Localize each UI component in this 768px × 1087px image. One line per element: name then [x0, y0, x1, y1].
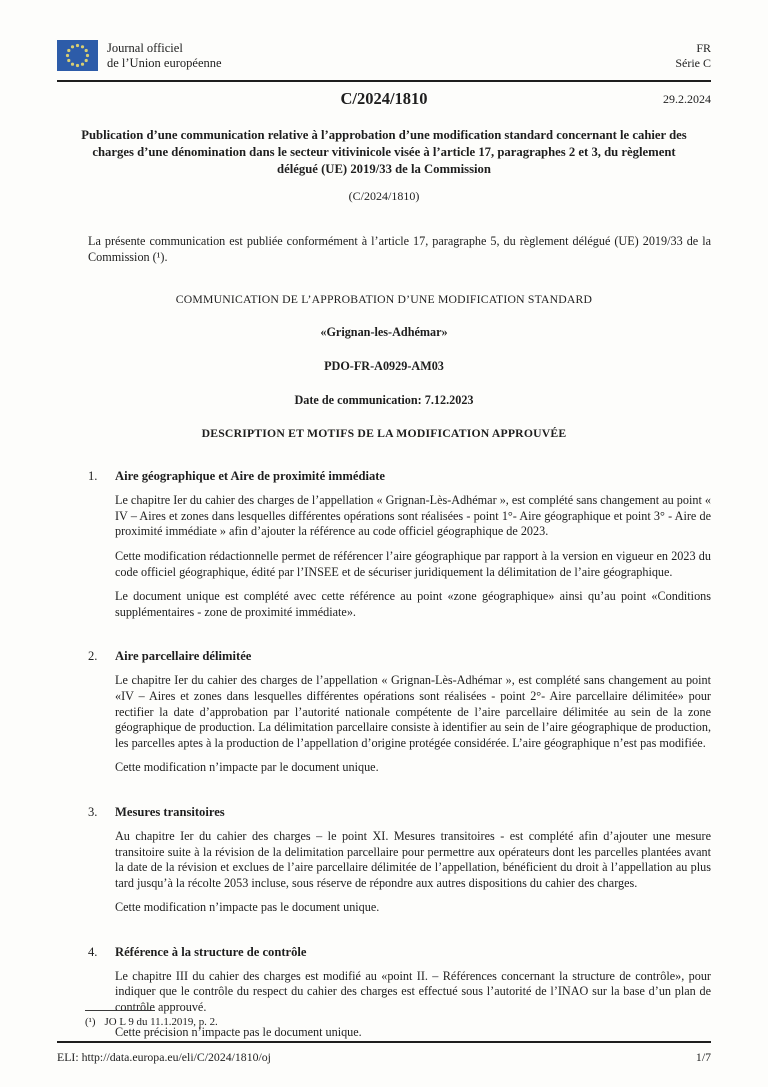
footnote-marker: (¹): [85, 1016, 96, 1028]
footnote-text: JO L 9 du 11.1.2019, p. 2.: [104, 1016, 218, 1028]
journal-name-line1: Journal officiel: [107, 41, 183, 55]
file-number: PDO-FR-A0929-AM03: [324, 359, 444, 374]
section-paragraph: Le document unique est complété avec cette référence au point «zone géographique» ainsi qu’au point «Conditions supplémentaires - zone de proximité immédiate».: [115, 589, 711, 619]
section-heading-text: Aire parcellaire délimitée: [115, 649, 252, 664]
section-paragraph: Cette modification n’impacte pas le document unique.: [115, 900, 380, 915]
series-label: Série C: [675, 56, 711, 70]
journal-header: [57, 40, 711, 111]
denomination-name: «Grignan-les-Adhémar»: [320, 325, 448, 340]
section-number: 4.: [88, 944, 98, 959]
section-number: 1.: [88, 469, 98, 484]
journal-name: [107, 40, 222, 71]
eu-flag-icon: [57, 40, 98, 71]
section-heading-text: Aire géographique et Aire de proximité immédiate: [115, 469, 386, 484]
document-reference: (C/2024/1810): [348, 189, 420, 203]
section-paragraph: Le chapitre Ier du cahier des charges de l’appellation « Grignan-Lès-Adhémar », est complété sans changement au point «IV – Aires et zones dans lesquelles différentes opérations sont réalisées - point 2°- Aire parcellaire délimitée» pour rectifier la date d’approbation par l’autorité nationale compétente de l’aire parcellaire délimitée au sein de la zone géographique de production. La délimitation parcellaire consiste à identifier au sein de l’aire géographique de production, les parcelles aptes à la production de l’appellation d’origine protégée considérée. L’aire géographique n’est pas modifiée.: [115, 673, 711, 750]
page-number: 1/7: [695, 1050, 711, 1064]
publication-date: 29.2.2024: [663, 92, 711, 106]
communication-date: Date de communication: 7.12.2023: [294, 393, 474, 408]
section-heading: [57, 649, 711, 664]
section-paragraph: Cette modification rédactionnelle permet de référencer l’aire géographique par rapport à la version en vigueur en 2023 du code officiel géographique, édité par l’INSEE et de sécuriser juridiquement la délimitation de l’aire géographique.: [115, 548, 711, 579]
section-paragraph: Le chapitre III du cahier des charges est modifié au «point II. – Références concernant la structure de contrôle», pour indiquer que le contrôle du respect du cahier des charges est effectué sous l’autorité de l’INAO sur la base d’un plan de contrôle approuvé.: [115, 968, 711, 1015]
document-title: Publication d’une communication relative à l’approbation d’une modification standard concernant le cahier des charges d’une dénomination dans le secteur vitivinicole visée à l’article 17, paragraphes 2 et 3, du règlement délégué (UE) 2019/33 de la Commission: [81, 128, 687, 176]
footer-rule: [57, 1041, 711, 1043]
section-number: 3.: [88, 804, 98, 819]
document-body: [57, 127, 711, 1040]
section-paragraph: Au chapitre Ier du cahier des charges – le point XI. Mesures transitoires - est complété afin d’ajouter une mesure transitoire suite à la révision de la delimitation parcellaire pour permettre aux opérateurs dont les parcelles plantées avant la date de la révision et exclues de l’aire parcellaire délimitée de l’appellation, bénéficient du droit à l’appellation au plus tard jusqu’à la récolte 2053 incluse, sous réserve de répondre aux autres dispositions du cahier des charges.: [115, 828, 711, 890]
section-paragraph: Le chapitre Ier du cahier des charges de l’appellation « Grignan-Lès-Adhémar », est complété sans changement au point « IV – Aires et zones dans lesquelles différentes opérations sont réalisées - point 1°- Aire géographique et point 3° - Aire de proximité immédiate » afin d’ajouter la référence au code officiel géographique de 2023.: [115, 493, 711, 539]
section-heading-text: Mesures transitoires: [115, 804, 225, 819]
section-heading: [57, 805, 711, 820]
communication-heading: COMMUNICATION DE L’APPROBATION D’UNE MODIFICATION STANDARD: [175, 293, 593, 307]
language-series-block: [675, 40, 711, 71]
eli-link[interactable]: ELI: http://data.europa.eu/eli/C/2024/1810/oj: [57, 1050, 271, 1064]
footnote-separator: [85, 1010, 155, 1011]
section-heading: [57, 469, 711, 484]
footnote: [57, 1016, 711, 1028]
page-footer: [57, 1010, 711, 1065]
communication-block: [57, 293, 711, 440]
section-heading: [57, 945, 711, 960]
language-code: FR: [696, 41, 711, 55]
section-paragraph: Cette modification n’impacte par le document unique.: [115, 760, 379, 775]
description-heading: DESCRIPTION ET MOTIFS DE LA MODIFICATION APPROUVÉE: [201, 427, 567, 441]
section-aire-parcellaire: [57, 649, 711, 776]
intro-paragraph: La présente communication est publiée conformément à l’article 17, paragraphe 5, du règlement délégué (UE) 2019/33 de la Commission (¹).: [88, 234, 711, 264]
document-number: C/2024/1810: [340, 89, 428, 108]
header-rule: [57, 80, 711, 82]
section-heading-text: Référence à la structure de contrôle: [115, 944, 307, 959]
section-paragraph: Cette précision n’impacte pas le document unique.: [115, 1024, 362, 1039]
section-number: 2.: [88, 649, 98, 664]
section-aire-geographique: [57, 469, 711, 620]
section-mesures-transitoires: [57, 805, 711, 916]
journal-name-line2: de l’Union européenne: [107, 56, 222, 70]
